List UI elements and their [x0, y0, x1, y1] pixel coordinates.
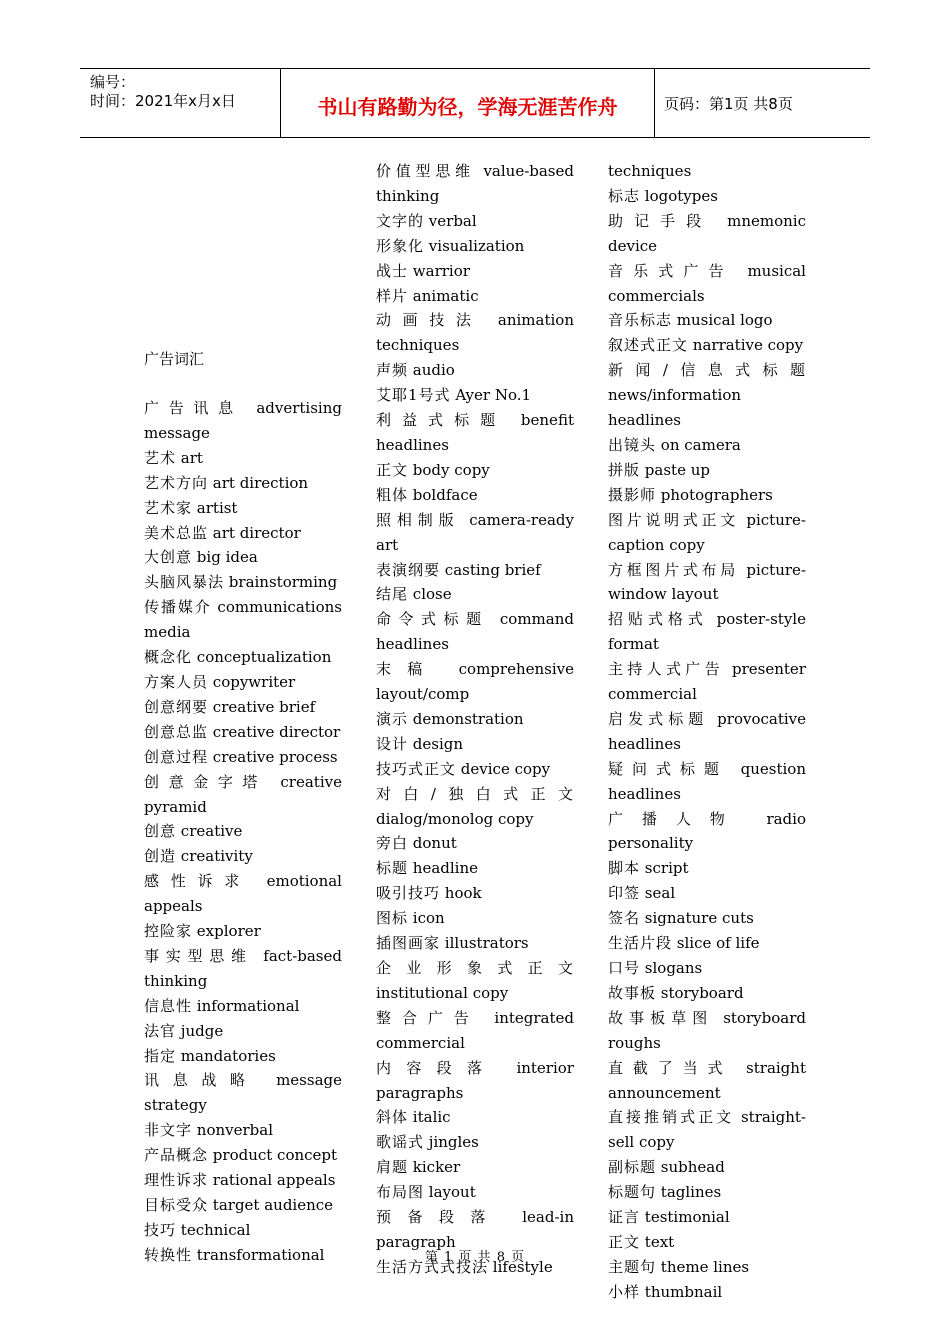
entry-english-term: transformational [196, 1245, 325, 1264]
entry-chinese-term: 技巧式正文 [376, 759, 457, 778]
vocabulary-entry [376, 607, 574, 657]
entry-english-term: mnemonic device [608, 211, 806, 255]
entry-english-term: mandatories [180, 1046, 276, 1065]
entry-english-term: photographers [660, 485, 773, 504]
entry-chinese-term: 拼版 [608, 460, 641, 479]
entry-english-term: device copy [460, 759, 551, 778]
vocabulary-entry [376, 906, 574, 931]
vocabulary-entry [376, 483, 574, 508]
entry-english-term: paste up [644, 460, 710, 479]
entry-english-term: creativity [180, 847, 253, 866]
vocabulary-entry [608, 259, 806, 309]
entry-english-term: technical [180, 1220, 251, 1239]
entry-english-term: kicker [412, 1158, 461, 1177]
vocabulary-column-3 [608, 159, 806, 1305]
entry-english-term: narrative copy [692, 336, 804, 355]
vocabulary-entry [608, 1180, 806, 1205]
vocabulary-entry [144, 1193, 342, 1218]
vocabulary-entry [144, 545, 342, 570]
entry-chinese-term: 直接推销式正文 [608, 1108, 735, 1127]
entry-english-term: message strategy [144, 1071, 342, 1115]
entry-english-term: communications media [144, 598, 342, 642]
entry-chinese-term: 出镜头 [608, 435, 657, 454]
vocabulary-entry [144, 1218, 342, 1243]
entry-chinese-term: 音乐式广告 [608, 261, 734, 280]
entry-chinese-term: 招贴式格式 [608, 610, 708, 629]
entry-english-term: rational appeals [212, 1171, 336, 1190]
entry-chinese-term: 动画技法 [376, 311, 483, 330]
vocabulary-entry [376, 782, 574, 832]
entry-english-term: creative pyramid [144, 772, 342, 816]
entry-english-term: copywriter [212, 672, 296, 691]
vocabulary-entry [608, 159, 806, 184]
entry-english-term: visualization [428, 236, 525, 255]
vocabulary-entry [376, 1006, 574, 1056]
entry-english-term: artist [196, 498, 238, 517]
vocabulary-entry [144, 496, 342, 521]
entry-chinese-term: 信息性 [144, 996, 193, 1015]
entry-english-term: techniques [608, 162, 692, 180]
entry-chinese-term: 艺术方向 [144, 473, 209, 492]
entry-chinese-term: 生活方式式技法 [376, 1257, 489, 1276]
entry-chinese-term: 创意总监 [144, 722, 209, 741]
vocabulary-entry [376, 508, 574, 558]
entry-english-term: benefit headlines [376, 411, 574, 454]
entry-chinese-term: 印签 [608, 884, 641, 903]
entry-english-term: camera-ready art [376, 510, 574, 554]
entry-english-term: art [180, 448, 203, 467]
entry-chinese-term: 企业形象式正文 [376, 959, 574, 977]
vocabulary-entry [608, 607, 806, 657]
vocabulary-entry [376, 1155, 574, 1180]
vocabulary-entry [376, 209, 574, 234]
entry-chinese-term: 启发式标题 [608, 709, 709, 728]
entry-chinese-term: 产品概念 [144, 1146, 209, 1165]
entry-chinese-term: 文字的 [376, 211, 425, 230]
entry-chinese-term: 利益式标题 [376, 411, 507, 430]
vocabulary-entry [608, 184, 806, 209]
entry-english-term: art direction [212, 473, 309, 492]
entry-english-term: script [644, 859, 689, 878]
entry-english-term: Ayer No.1 [455, 386, 532, 405]
entry-chinese-term: 副标题 [608, 1158, 657, 1177]
entry-chinese-term: 目标受众 [144, 1196, 209, 1214]
entry-chinese-term: 命令式标题 [376, 610, 489, 629]
entry-english-term: slogans [644, 959, 703, 977]
entry-english-term: storyboard roughs [608, 1008, 806, 1052]
vocabulary-entry [144, 645, 342, 670]
entry-english-term: straight announcement [608, 1058, 806, 1102]
header-page-info: 页码：第1页 共8页 [664, 95, 793, 113]
entry-english-term: provocative headlines [608, 709, 806, 753]
vocabulary-entry [608, 308, 806, 333]
entry-english-term: conceptualization [196, 648, 332, 667]
vocabulary-entry [144, 695, 342, 720]
vocabulary-entry [608, 906, 806, 931]
vocabulary-entry [608, 931, 806, 956]
entry-english-term: creative process [212, 747, 338, 766]
entry-english-term: value-based thinking [376, 162, 574, 205]
entry-chinese-term: 疑问式标题 [608, 759, 728, 778]
entry-english-term: italic [412, 1108, 451, 1127]
vocabulary-entry [144, 1019, 342, 1044]
entry-chinese-term: 演示 [376, 709, 409, 728]
header-motto: 书山有路勤为径，学海无涯苦作舟 [317, 95, 618, 119]
vocabulary-entry [144, 446, 342, 471]
vocabulary-entry [144, 844, 342, 869]
vocabulary-entry [376, 159, 574, 209]
vocabulary-entry [376, 856, 574, 881]
header-motto-cell [281, 69, 655, 137]
entry-english-term: news/information headlines [608, 386, 742, 430]
entry-chinese-term: 转换性 [144, 1245, 193, 1264]
vocabulary-entry [608, 1280, 806, 1305]
vocabulary-entry [608, 433, 806, 458]
vocabulary-entry [144, 471, 342, 496]
vocabulary-entry [376, 259, 574, 284]
vocabulary-entry [144, 994, 342, 1019]
vocabulary-entry [608, 209, 806, 259]
entry-chinese-term: 艺术 [144, 448, 177, 467]
vocabulary-entry [376, 234, 574, 259]
entry-chinese-term: 结尾 [376, 585, 409, 604]
entry-english-term: interior paragraphs [376, 1058, 574, 1102]
entry-chinese-term: 斜体 [376, 1108, 409, 1127]
entry-english-term: musical commercials [608, 261, 806, 305]
entry-chinese-term: 大创意 [144, 548, 193, 567]
entry-chinese-term: 创意 [144, 822, 177, 841]
entry-chinese-term: 头脑风暴法 [144, 573, 225, 592]
vocabulary-entry [608, 1155, 806, 1180]
entry-chinese-term: 助记手段 [608, 211, 713, 230]
entry-chinese-term: 预备段落 [376, 1208, 502, 1227]
vocabulary-entry [144, 521, 342, 546]
entry-english-term: testimonial [644, 1208, 730, 1227]
entry-chinese-term: 内容段落 [376, 1058, 498, 1077]
entry-chinese-term: 方框图片式布局 [608, 560, 739, 579]
entry-english-term: picture-caption copy [608, 510, 806, 554]
entry-chinese-term: 法官 [144, 1021, 177, 1040]
entry-chinese-term: 艺术家 [144, 498, 193, 517]
entry-english-term: integrated commercial [376, 1008, 574, 1052]
entry-english-term: donut [412, 834, 457, 853]
entry-english-term: on camera [660, 435, 741, 454]
entry-english-term: creative brief [212, 697, 316, 716]
vocabulary-entry [608, 856, 806, 881]
vocabulary-entry [376, 308, 574, 358]
vocabulary-entry [144, 570, 342, 595]
vocabulary-entry [144, 819, 342, 844]
entry-english-term: informational [196, 996, 300, 1015]
header-meta-cell [80, 69, 281, 137]
document-time-label: 时间：2021年x月x日 [90, 92, 236, 110]
vocabulary-entry [608, 757, 806, 807]
entry-chinese-term: 讯息战略 [144, 1071, 259, 1090]
vocabulary-entry [144, 770, 342, 820]
entry-chinese-term: 摄影师 [608, 485, 657, 504]
entry-english-term: emotional appeals [144, 872, 342, 916]
vocabulary-entry [376, 956, 574, 1006]
vocabulary-entry [376, 458, 574, 483]
entry-english-term: musical logo [676, 311, 773, 330]
entry-english-term: subhead [660, 1158, 725, 1177]
entry-english-term: taglines [660, 1183, 722, 1202]
entry-english-term: thumbnail [644, 1282, 723, 1301]
entry-chinese-term: 直截了当式 [608, 1058, 733, 1077]
vocabulary-entry [376, 657, 574, 707]
entry-english-term: institutional copy [376, 983, 509, 1002]
entry-english-term: audio [412, 361, 455, 380]
entry-english-term: logotypes [644, 186, 718, 205]
entry-english-term: straight-sell copy [608, 1108, 806, 1152]
entry-english-term: advertising message [144, 399, 342, 442]
entry-chinese-term: 声频 [376, 361, 409, 380]
entry-english-term: storyboard [660, 983, 744, 1002]
entry-english-term: jingles [428, 1133, 479, 1152]
vocabulary-entry [608, 1006, 806, 1056]
page-footer: 第 1 页 共 8 页 [424, 1250, 526, 1265]
entry-chinese-term: 正文 [608, 1232, 641, 1251]
entry-chinese-term: 事实型思维 [144, 946, 253, 965]
entry-chinese-term: 肩题 [376, 1158, 409, 1177]
entry-chinese-term: 主持人式广告 [608, 660, 724, 679]
entry-chinese-term: 非文字 [144, 1121, 193, 1140]
entry-chinese-term: 感性诉求 [144, 872, 252, 891]
vocabulary-entry [144, 595, 342, 645]
entry-english-term: lifestyle [492, 1257, 553, 1276]
page-header [80, 68, 870, 138]
entry-english-term: lead-in paragraph [376, 1208, 574, 1251]
entry-english-term: close [412, 585, 452, 604]
vocabulary-entry [608, 956, 806, 981]
entry-chinese-term: 创意过程 [144, 747, 209, 766]
vocabulary-entry [376, 707, 574, 732]
entry-chinese-term: 传播媒介 [144, 598, 212, 617]
entry-english-term: target audience [212, 1196, 334, 1214]
entry-english-term: text [644, 1232, 675, 1251]
entry-english-term: slice of life [676, 934, 760, 953]
entry-english-term: animation techniques [376, 311, 574, 355]
entry-chinese-term: 创意纲要 [144, 697, 209, 716]
entry-chinese-term: 旁白 [376, 834, 409, 853]
entry-english-term: design [412, 734, 464, 753]
vocabulary-entry [608, 333, 806, 358]
entry-english-term: verbal [428, 211, 477, 230]
vocabulary-entry [144, 745, 342, 770]
entry-chinese-term: 末稿 [376, 660, 439, 679]
entry-chinese-term: 创意金字塔 [144, 772, 268, 791]
entry-chinese-term: 小样 [608, 1282, 641, 1301]
vocabulary-entry [376, 1105, 574, 1130]
entry-chinese-term: 主题句 [608, 1257, 657, 1276]
entry-chinese-term: 签名 [608, 909, 641, 928]
entry-english-term: brainstorming [228, 573, 338, 592]
entry-chinese-term: 正文 [376, 460, 409, 479]
entry-chinese-term: 粗体 [376, 485, 409, 504]
entry-chinese-term: 标题 [376, 859, 409, 878]
vocabulary-entry [376, 284, 574, 309]
entry-english-term: nonverbal [196, 1121, 274, 1140]
vocabulary-entry [608, 807, 806, 857]
vocabulary-entry [376, 831, 574, 856]
entry-chinese-term: 插图画家 [376, 934, 441, 953]
entry-english-term: casting brief [444, 560, 541, 579]
vocabulary-entry [144, 1168, 342, 1193]
vocabulary-entry [376, 1130, 574, 1155]
vocabulary-entry [144, 720, 342, 745]
entry-chinese-term: 美术总监 [144, 523, 209, 542]
entry-chinese-term: 艾耶1号式 [376, 386, 451, 405]
entry-english-term: creative director [212, 722, 341, 741]
entry-chinese-term: 战士 [376, 261, 409, 280]
entry-english-term: layout [428, 1183, 476, 1202]
entry-english-term: hook [444, 884, 482, 903]
entry-chinese-term: 样片 [376, 286, 409, 305]
entry-chinese-term: 故事板 [608, 983, 657, 1002]
entry-english-term: command headlines [376, 610, 574, 654]
entry-english-term: animatic [412, 286, 479, 305]
entry-english-term: big idea [196, 548, 258, 567]
entry-english-term: signature cuts [644, 909, 754, 928]
vocabulary-entry [144, 1118, 342, 1143]
vocabulary-entry [608, 1056, 806, 1106]
entry-chinese-term: 概念化 [144, 648, 193, 667]
entry-english-term: demonstration [412, 709, 524, 728]
entry-english-term: product concept [212, 1146, 338, 1165]
entry-chinese-term: 脚本 [608, 859, 641, 878]
vocabulary-entry [144, 919, 342, 944]
vocabulary-entry [608, 657, 806, 707]
entry-chinese-term: 设计 [376, 734, 409, 753]
entry-chinese-term: 叙述式正文 [608, 336, 689, 355]
document-number-label: 编号： [90, 73, 136, 91]
vocabulary-entry [608, 707, 806, 757]
vocabulary-entry [144, 1143, 342, 1168]
vocabulary-entry [376, 931, 574, 956]
vocabulary-entry [144, 670, 342, 695]
entry-english-term: poster-style format [608, 610, 806, 654]
vocabulary-entry [376, 881, 574, 906]
vocabulary-entry [144, 396, 342, 446]
vocabulary-entry [376, 1056, 574, 1106]
entry-english-term: picture-window layout [608, 560, 806, 604]
vocabulary-entry [376, 1180, 574, 1205]
entry-english-term: radio personality [608, 809, 806, 853]
entry-chinese-term: 技巧 [144, 1220, 177, 1239]
entry-chinese-term: 广告讯息 [144, 399, 243, 417]
vocabulary-entry [376, 732, 574, 757]
vocabulary-entry [376, 358, 574, 383]
entry-chinese-term: 标题句 [608, 1183, 657, 1202]
vocabulary-entry [608, 483, 806, 508]
entry-english-term: presenter commercial [608, 660, 806, 704]
entry-chinese-term: 广播人物 [608, 809, 744, 828]
vocabulary-entry [376, 383, 574, 408]
entry-english-term: judge [180, 1021, 224, 1040]
vocabulary-entry [608, 458, 806, 483]
entry-english-term: comprehensive layout/comp [376, 660, 574, 704]
entry-english-term: dialog/monolog copy [376, 809, 534, 828]
entry-chinese-term: 证言 [608, 1208, 641, 1227]
entry-chinese-term: 表演纲要 [376, 560, 441, 579]
entry-chinese-term: 控险家 [144, 922, 193, 941]
entry-chinese-term: 图标 [376, 909, 409, 928]
vocabulary-entry [144, 944, 342, 994]
entry-chinese-term: 方案人员 [144, 672, 209, 691]
entry-chinese-term: 理性诉求 [144, 1171, 209, 1190]
entry-english-term: icon [412, 909, 445, 928]
vocabulary-entry [608, 1105, 806, 1155]
vocabulary-entry [608, 881, 806, 906]
vocabulary-entry [376, 408, 574, 458]
entry-chinese-term: 歌谣式 [376, 1133, 425, 1152]
entry-chinese-term: 生活片段 [608, 934, 673, 953]
entry-chinese-term: 吸引技巧 [376, 884, 441, 903]
vocabulary-column-1 [144, 396, 342, 1268]
entry-chinese-term: 布局图 [376, 1183, 425, 1202]
entry-chinese-term: 对白/独白式正文 [376, 784, 574, 803]
document-title: 广告词汇 [144, 350, 205, 368]
entry-english-term: creative [180, 822, 243, 841]
vocabulary-entry [144, 1068, 342, 1118]
entry-chinese-term: 照相制版 [376, 510, 460, 529]
entry-chinese-term: 形象化 [376, 236, 425, 255]
entry-english-term: explorer [196, 922, 261, 941]
entry-english-term: illustrators [444, 934, 529, 953]
entry-chinese-term: 口号 [608, 959, 641, 977]
entry-chinese-term: 整合广告 [376, 1008, 480, 1027]
entry-english-term: headline [412, 859, 479, 878]
vocabulary-column-2 [376, 159, 574, 1280]
entry-english-term: boldface [412, 485, 478, 504]
entry-english-term: question headlines [608, 759, 806, 803]
entry-english-term: seal [644, 884, 676, 903]
entry-english-term: warrior [412, 261, 470, 280]
entry-chinese-term: 价值型思维 [376, 162, 475, 180]
entry-chinese-term: 图片说明式正文 [608, 510, 739, 529]
vocabulary-entry [376, 558, 574, 583]
entry-english-term: art director [212, 523, 301, 542]
vocabulary-entry [608, 508, 806, 558]
vocabulary-entry [608, 1205, 806, 1230]
entry-chinese-term: 故事板草图 [608, 1008, 714, 1027]
vocabulary-entry [376, 757, 574, 782]
vocabulary-entry [376, 582, 574, 607]
entry-chinese-term: 音乐标志 [608, 311, 673, 330]
vocabulary-entry [608, 981, 806, 1006]
entry-english-term: fact-based thinking [144, 946, 342, 990]
entry-english-term: theme lines [660, 1257, 750, 1276]
vocabulary-entry [608, 358, 806, 433]
vocabulary-entry [144, 1044, 342, 1069]
vocabulary-entry [608, 558, 806, 608]
vocabulary-entry [144, 869, 342, 919]
entry-chinese-term: 指定 [144, 1046, 177, 1065]
entry-english-term: body copy [412, 460, 490, 479]
entry-chinese-term: 新闻/信息式标题 [608, 361, 806, 380]
entry-chinese-term: 标志 [608, 186, 641, 205]
header-page-cell [655, 69, 870, 137]
entry-chinese-term: 创造 [144, 847, 177, 866]
